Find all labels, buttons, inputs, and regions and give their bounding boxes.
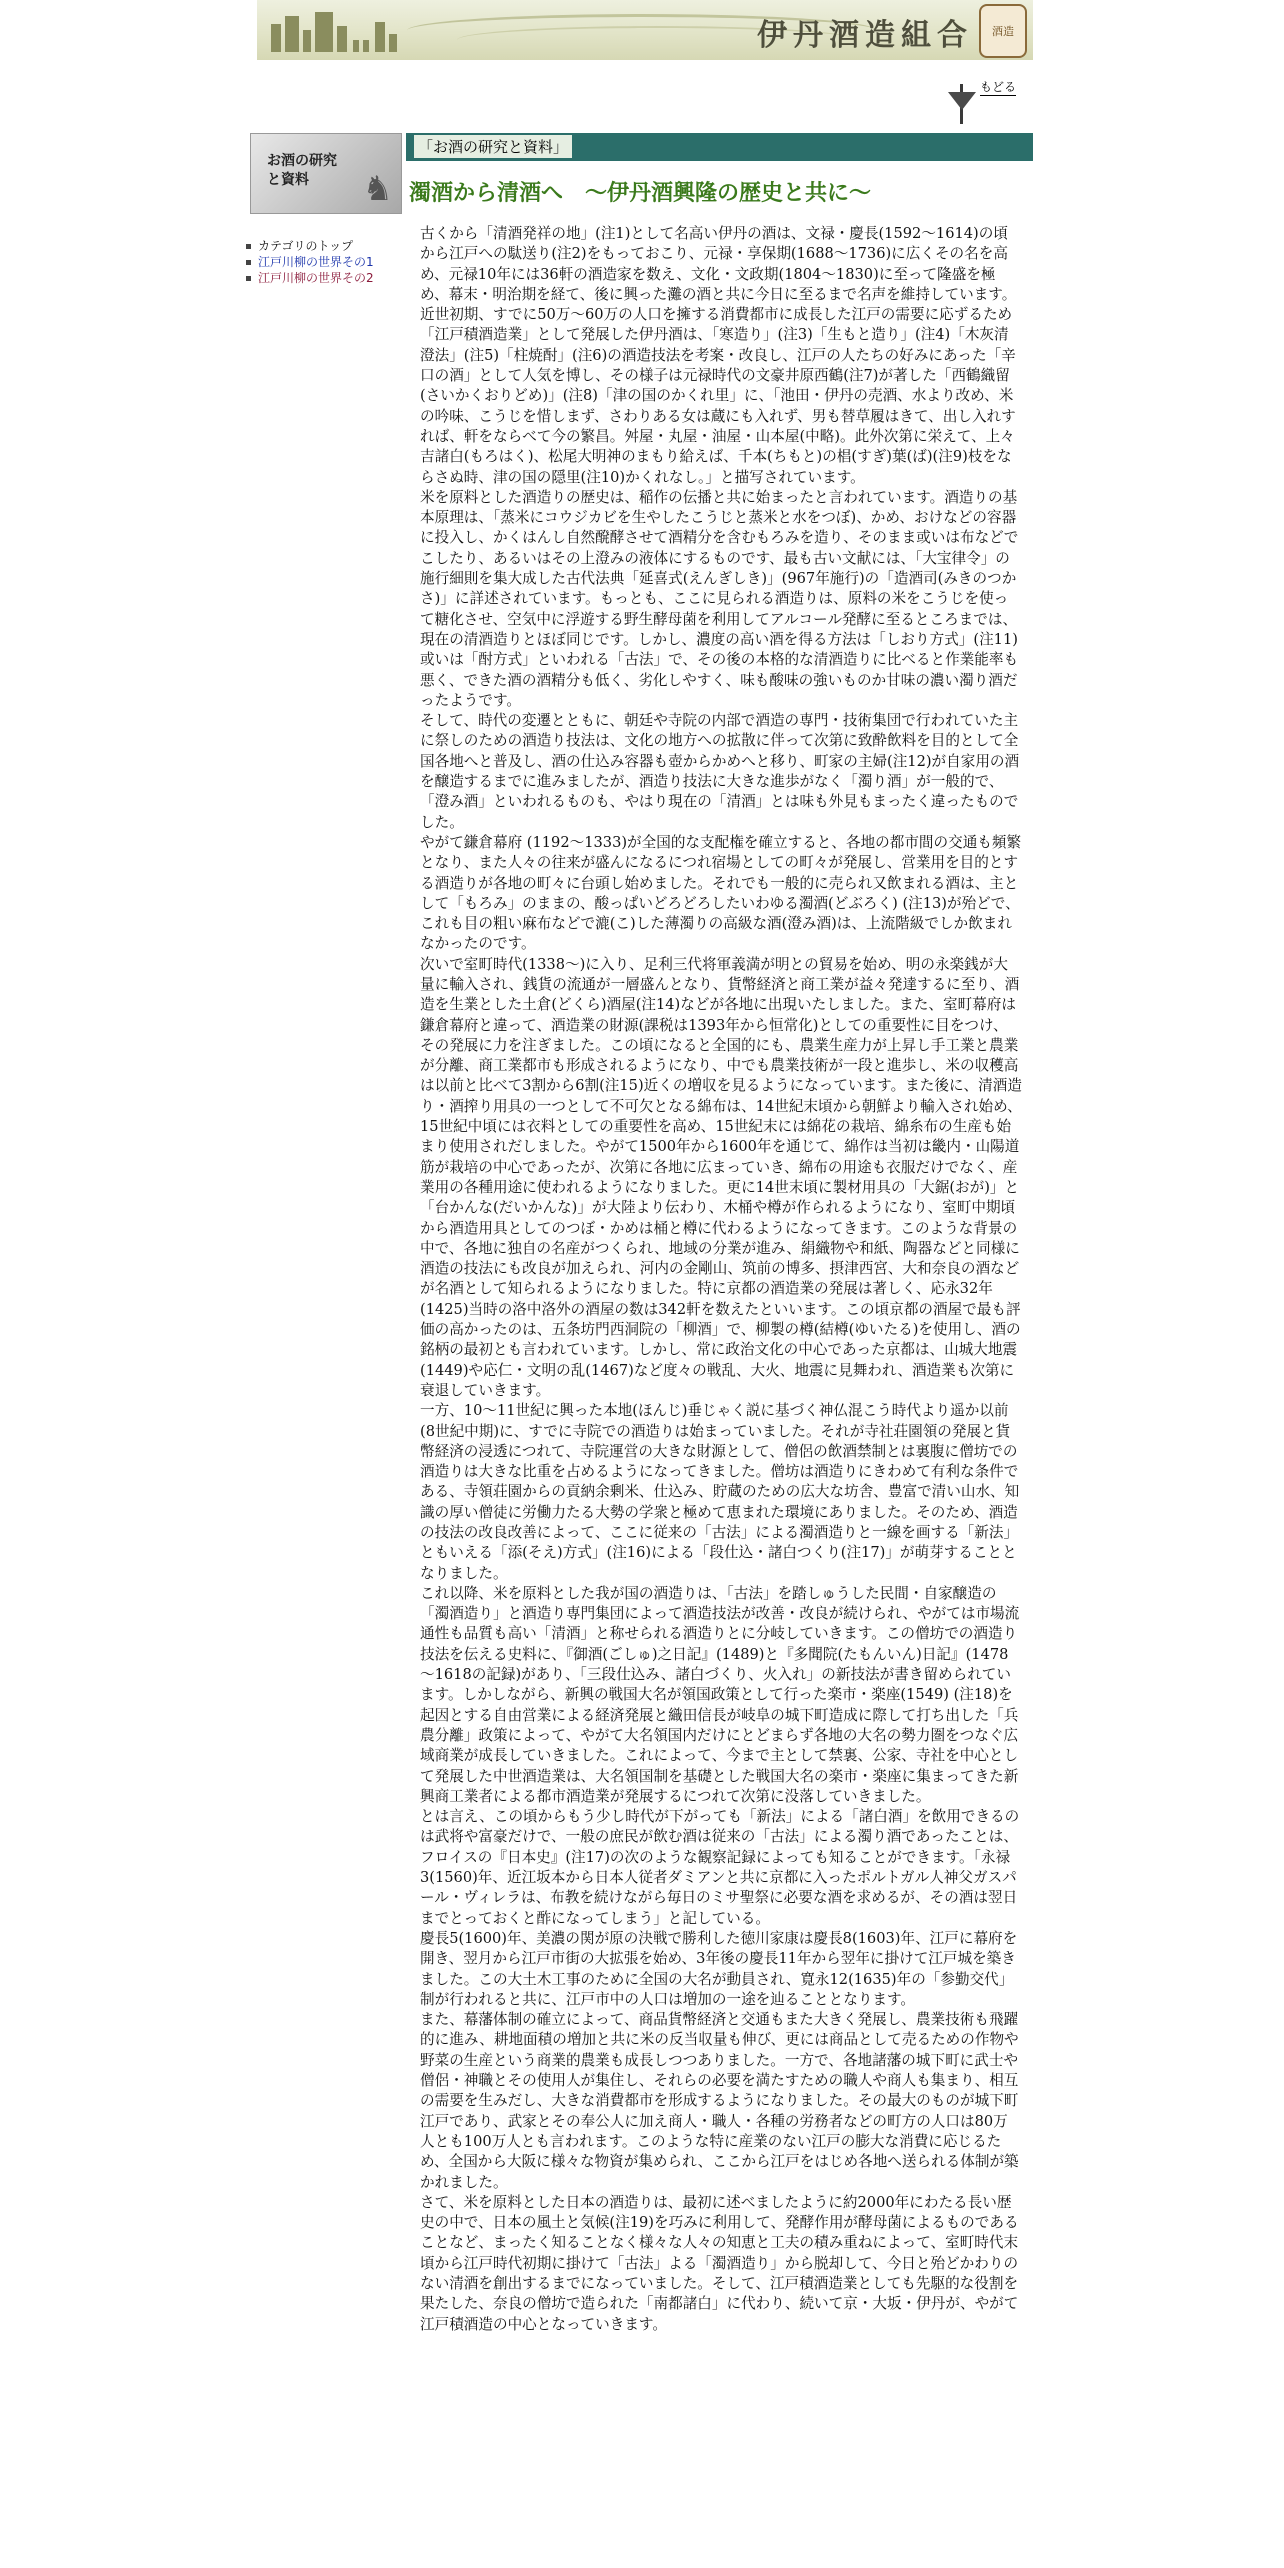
- article-paragraph: 次いで室町時代(1338～)に入り、足利三代将軍義満が明との貿易を始め、明の永楽銭が大量に輸入され、銭貨の流通が一層盛んとなり、貨幣経済と商工業が益々発達するに至り、酒造を生業とした土倉(どくら)酒屋(注14)などが各地に出現いたしました。また、室町幕府は鎌倉幕府と違って、酒造業の財源(課税は1393年から恒常化)としての重要性に目をつけ、その発展に力を注ぎました。この頃になると全国的にも、農業生産力が上昇し手工業と農業が分離、商工業都市も形成されるようになり、中でも農業技術が一段と進歩し、米の収穫高は以前と比べて3割から6割(注15)近くの増収を見るようになっています。また後に、清酒造り・酒搾り用具の一つとして不可欠となる綿布は、14世紀末頃から朝鮮より輸入され始め、15世紀中頃には衣料としての重要性を高め、15世紀末には綿花の栽培、綿糸布の生産も始まり使用されだしました。やがて1500年から1600年を通じて、綿作は当初は畿内・山陽道筋が栽培の中心であったが、次第に各地に広まっていき、綿布の用途も衣服だけでなく、産業用の各種用途に使われるようになりました。更に14世末頃に製材用具の「大鋸(おが)」と「台かんな(だいかんな)」が大陸より伝わり、木桶や樽が作られるようになり、室町中期頃から酒造用具としてのつぼ・かめは桶と樽に代わるようになってきます。このような背景の中で、各地に独自の名産がつくられ、地域の分業が進み、絹織物や和紙、陶器などと同様に酒造の技法にも改良が加えられ、河内の金剛山、筑前の博多、摂津西宮、大和奈良の酒などが名酒として知られるようになりました。特に京都の酒造業の発展は著しく、応永32年(1425)当時の洛中洛外の酒屋の数は342軒を数えたといいます。この頃京都の酒屋で最も評価の高かったのは、五条坊門西洞院の「柳酒」で、柳製の樽(結樽(ゆいたる)を使用し、酒の銘柄の最初とも言われています。しかし、常に政治文化の中心であった京都は、山城大地震(1449)や応仁・文明の乱(1467)など度々の戦乱、大火、地震に見舞われ、酒造業も次第に衰退していきます。: [420, 955, 1022, 1399]
- sidebar-item-label: カテゴリのトップ: [258, 239, 354, 253]
- article-paragraph: 古くから「清酒発祥の地」(注1)として名高い伊丹の酒は、文禄・慶長(1592～1614)の頃から江戸への駄送り(注2)をもっておこり、元禄・享保期(1688～1736)に広くその名を高め、元禄10年には36軒の酒造家を数え、文化・文政期(1804～1830)に至って隆盛を極め、幕末・明治期を経て、後に興った灘の酒と共に今日に至るまで名声を維持しています。: [420, 225, 1017, 303]
- skyline-decoration: [363, 40, 369, 52]
- sidebar-nav: [246, 238, 416, 286]
- bullet-icon: [246, 276, 251, 281]
- section-logo: [250, 133, 402, 214]
- brand-title: 伊丹酒造組合: [757, 18, 973, 53]
- skyline-decoration: [353, 40, 359, 52]
- skyline-decoration: [285, 16, 299, 52]
- down-arrow-icon: [948, 92, 976, 110]
- sidebar-item-label: 江戸川柳の世界その1: [258, 255, 374, 269]
- article-paragraph: やがて鎌倉幕府 (1192～1333)が全国的な支配権を確立すると、各地の都市間の交通も頻繁となり、また人々の往来が盛んになるにつれ宿場としての町々が発展し、営業用を目的とする酒造りが各地の町々に台頭し始めました。それでも一般的に売られ又飲まれる酒は、主として「もろみ」のままの、酸っぱいどろどろしたいわゆる濁酒(どぶろく) (注13)が殆どで、これも目の粗い麻布などで漉(こ)した薄濁りの高級な酒(澄み酒)は、上流階級でしか飲まれなかったのです。: [420, 833, 1022, 953]
- section-logo-text: [267, 152, 337, 190]
- skyline-decoration: [315, 12, 333, 52]
- skyline-decoration: [337, 26, 347, 52]
- article-paragraph: 米を原料とした酒造りの歴史は、稲作の伝播と共に始まったと言われています。酒造りの基本原理は、「蒸米にコウジカビを生やしたこうじと蒸米と水をつぼ)、かめ、おけなどの容器に投入し、かくはんし自然醗酵させて酒精分を含むもろみを造り、そのまま或いは布などでこしたり、あるいはその上澄みの液体にするものです、最も古い文献には、「大宝律令」の施行細則を集大成した古代法典「延喜式(えんぎしき)」(967年施行)の「造酒司(みきのつかさ)」に詳述されています。もっとも、ここに見られる酒造りは、原料の米をこうじを使って糖化させ、空気中に浮遊する野生酵母菌を利用してアルコール発酵に至るところまでは、現在の清酒造りとほぼ同じです。しかし、濃度の高い酒を得る方法は「しおり方式」(注11)或いは「酎方式」といわれる「古法」で、その後の本格的な清酒造りに比べると作業能率も悪く、できた酒の酒精分も低く、劣化しやすく、味も酸味の強いものか甘味の濃い濁り酒だったようです。: [420, 488, 1019, 709]
- article-paragraph: また、幕藩体制の確立によって、商品貨幣経済と交通もまた大きく発展し、農業技術も飛躍的に進み、耕地面積の増加と共に米の反当収量も伸び、更には商品として売るための作物や野菜の生産という商業的農業も成長しつつありました。一方で、各地諸藩の城下町に武士や僧侶・神職とその使用人が集住し、それらの必要を満たすための職人や商人も集まり、相互の需要を生みだし、大きな消費都市を形成するようになりました。その最大のものが城下町江戸であり、武家とその奉公人に加え商人・職人・各種の労務者などの町方の人口は80万人とも100万人とも言われます。このような特に産業のない江戸の膨大な消費に応じるため、全国から大阪に様々な物資が集められ、ここから江戸をはじめ各地へ送られる体制が築かれました。: [420, 2011, 1019, 2191]
- article-paragraph: 一方、10～11世紀に興った本地(ほんじ)垂じゃく説に基づく神仏混こう時代より遥か以前(8世紀中期)に、すでに寺院での酒造りは始まっていました。それが寺社荘園領の発展と貨幣経済の浸透につれて、寺院運営の大きな財源として、僧侶の飲酒禁制とは裏腹に僧坊での酒造りは大きな比重を占めるようになってきました。僧坊は酒造りにきわめて有利な条件である、寺領荘園からの貢納余剰米、仕込み、貯蔵のための広大な坊舎、豊富で清い山水、知識の厚い僧徒に労働力たる大勢の学衆と極めて恵まれた環境にありました。そのため、酒造の技法の改良改善によって、ここに従来の「古法」による濁酒造りと一線を画する「新法」ともいえる「添(そえ)方式」(注16)による「段仕込・諸白つくり(注17)」が萌芽することとなりました。: [420, 1402, 1020, 1582]
- skyline-decoration: [303, 30, 311, 52]
- sidebar-item-senryu-1[interactable]: [246, 254, 416, 270]
- back-link[interactable]: [948, 78, 1026, 124]
- site-header-banner: [257, 0, 1033, 60]
- article-paragraph: さて、米を原料とした日本の酒造りは、最初に述べましたように約2000年にわたる長い歴史の中で、日本の風土と気候(注19)を巧みに利用して、発酵作用が酵母菌によるものであることなど、まったく知ることなく様々な人々の知恵と工夫の積み重ねによって、室町時代末頃から江戸時代初期に掛けて「古法」よる「濁酒造り」から脱却して、今日と殆どかわりのない清酒を創出するまでになっていました。そして、江戸積酒造業としても先駆的な役割を果たした、奈良の僧坊で造られた「南都諸白」に代わり、続いて京・大坂・伊丹が、やがて江戸積酒造の中心となっていきます。: [420, 2193, 1019, 2333]
- article-paragraph: 慶長5(1600)年、美濃の関が原の決戦で勝利した徳川家康は慶長8(1603)年、江戸に幕府を開き、翌月から江戸市街の大拡張を始め、3年後の慶長11年から翌年に掛けて江戸城を築きました。この大土木工事のために全国の大名が動員され、寛永12(1635)年の「参勤交代」制が行われると共に、江戸市中の人口は増加の一途を辿ることとなります。: [420, 1929, 1018, 2008]
- back-link-label: もどる: [980, 80, 1017, 94]
- article-paragraph: 近世初期、すでに50万～60万の人口を擁する消費都市に成長した江戸の需要に応ずるため「江戸積酒造業」として発展した伊丹酒は、「寒造り」(注3)「生もと造り」(注4)「木灰清澄法」(注5)「柱焼酎」(注6)の酒造技法を考案・改良し、江戸の人たちの好みにあった「辛口の酒」として人気を博し、その様子は元禄時代の文豪井原西鶴(注7)が著した「西鶴織留(さいかくおりどめ)」(注8)「津の国のかくれ里」に、「池田・伊丹の売酒、水より改め、米の吟味、こうじを惜しまず、さわりある女は蔵にも入れず、男も替草履はきて、出し入れすれば、軒をならべて今の繁昌。舛屋・丸屋・油屋・山本屋(中略)。此外次第に栄えて、上々吉諸白(もろはく)、松尾大明神のまもり給えば、千本(ちもと)の椙(すぎ)葉(ば)(注9)枝をならさぬ時、津の国の隠里(注10)かくれなし。」と描写されています。: [420, 306, 1016, 486]
- skyline-decoration: [389, 34, 397, 52]
- article-paragraph: これ以降、米を原料とした我が国の酒造りは、「古法」を踏しゅうした民間・自家醸造の「濁酒造り」と酒造り専門集団によって酒造技法が改善・改良が続けられ、やがては市場流通性も品質も高い「清酒」と称せられる酒造りとに分岐していきます。この僧坊での酒造り技法を伝える史料に、『御酒(ごしゅ)之日記』(1489)と『多聞院(たもんいん)日記』(1478～1618の記録)があり、「三段仕込み、諸白づくり、火入れ」の新技法が書き留められています。しかしながら、新興の戦国大名が領国政策として行った楽市・楽座(1549) (注18)を起因とする自由営業による経済発展と織田信長が岐阜の城下町造成に際して打ち出した「兵農分離」政策によって、やがて大名領国内だけにとどまらず各地の大名の勢力圏をつなぐ広域商業が成長していきました。これによって、今まで主として禁裏、公家、寺社を中心として発展した中世酒造業は、大名領国制を基礎とした戦国大名の楽市・楽座に集まってきた新興商工業者による都市酒造業が発展するにつれて次第に没落していきました。: [420, 1584, 1020, 1805]
- section-bar-label: 「お酒の研究と資料」: [414, 135, 572, 158]
- bullet-icon: [246, 260, 251, 265]
- article-body: [420, 224, 1022, 2568]
- skyline-decoration: [375, 22, 385, 52]
- sidebar-item-label: 江戸川柳の世界その2: [258, 271, 374, 285]
- sidebar-item-senryu-2[interactable]: [246, 270, 416, 286]
- section-logo-line1: お酒の研究: [267, 153, 337, 169]
- section-logo-line2: と資料: [267, 172, 309, 188]
- bullet-icon: [246, 244, 251, 249]
- horse-icon: ♞: [362, 169, 393, 209]
- article-title: 濁酒から清酒へ ～伊丹酒興隆の歴史と共に～: [409, 180, 872, 206]
- article-paragraph: とは言え、この頃からもう少し時代が下がっても「新法」による「諸白酒」を飲用できるのは武将や富豪だけで、一般の庶民が飲む酒は従来の「古法」による濁り酒であったことは、フロイスの『日本史』(注17)の次のような観察記録によっても知ることができます。「永禄3(1560)年、近江坂本から日本人従者ダミアンと共に京都に入ったポルトガル人神父ガスパール・ヴィレラは、布教を続けながら毎日のミサ聖祭に必要な酒を求めるが、その酒は翌日までとっておくと酢になってしまう」と記している。: [420, 1808, 1020, 1927]
- brand-seal-icon: 酒造: [979, 4, 1027, 58]
- section-bar: [406, 133, 1033, 161]
- skyline-decoration: [271, 24, 281, 52]
- sidebar-item-category-top[interactable]: [246, 238, 416, 254]
- article-paragraph: そして、時代の変遷とともに、朝廷や寺院の内部で酒造の専門・技術集団で行われていた主に祭しのための酒造り技法は、文化の地方への拡散に伴って次第に致酔飲料を目的として全国各地へと普及し、酒の仕込み容器も壺からかめへと移り、町家の主婦(注12)が自家用の酒を醸造するまでに進みましたが、酒造り技法に大きな進歩がなく「濁り酒」が一般的で、「澄み酒」といわれるものも、やはり現在の「清酒」とは味も外見もまったく違ったものでした。: [420, 712, 1020, 831]
